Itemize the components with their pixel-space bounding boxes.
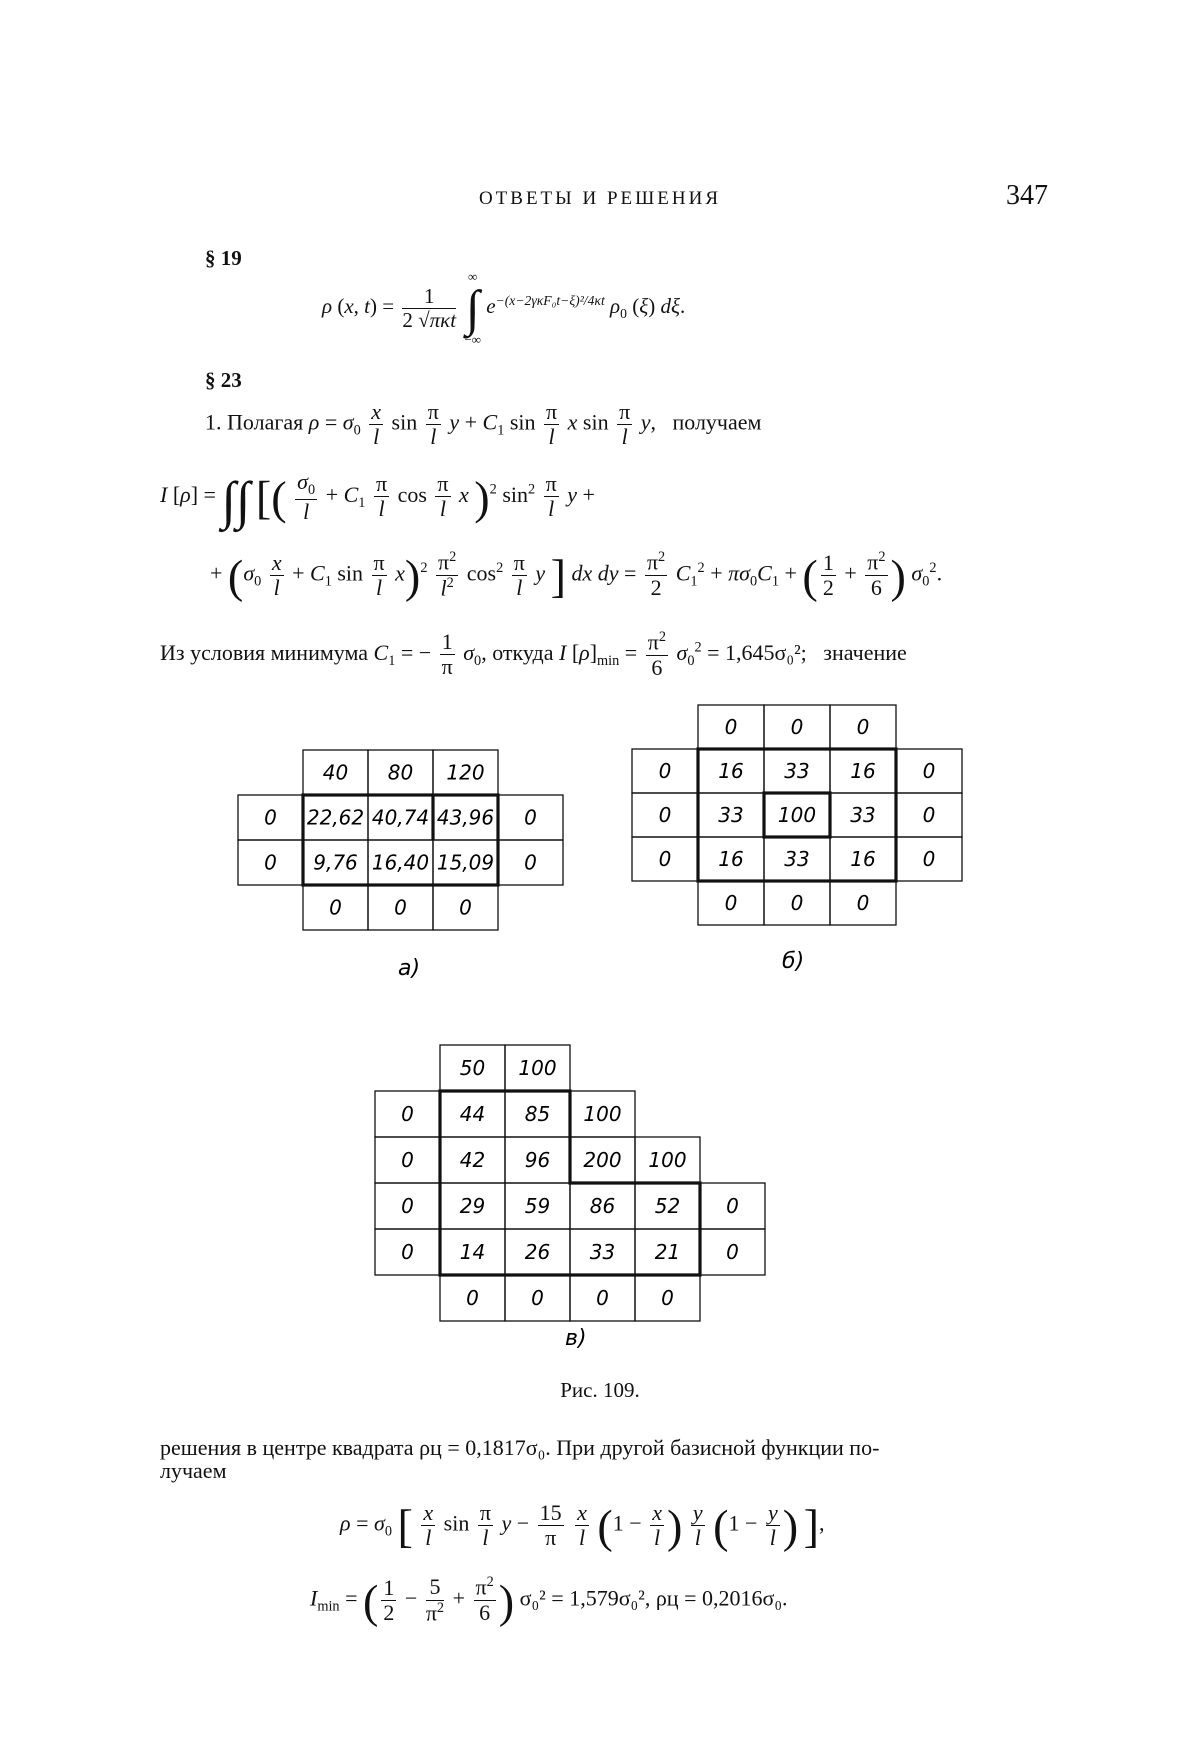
grid-a-cell: 9,76 (313, 850, 358, 875)
section-19-heading: § 19 (205, 246, 242, 270)
label-b: б) (782, 949, 805, 974)
final-values-text: σ₀² = 1,579σ₀², ρц = 0,2016σ₀. (519, 1585, 788, 1611)
grid-a-cell: 22,62 (306, 805, 365, 830)
grid-c-cell: 59 (524, 1194, 551, 1218)
grid-c-cell: 96 (524, 1148, 551, 1172)
grid-c-cell: 21 (654, 1240, 681, 1264)
item1-start-text: 1. Полагая (205, 409, 304, 435)
grid-b-cell: 0 (922, 759, 936, 783)
grid-c-cell: 33 (589, 1240, 616, 1264)
grid-c-cell: 0 (596, 1286, 609, 1310)
grid-b-cell: 16 (718, 759, 744, 783)
grid-c-cell: 26 (524, 1240, 551, 1264)
grid-a-cell: 0 (329, 895, 342, 920)
grid-c-cell: 0 (726, 1240, 739, 1264)
grid-b-cell: 0 (790, 891, 804, 915)
grid-c-cell: 0 (401, 1194, 414, 1218)
grid-b-cell: 33 (718, 803, 744, 827)
grid-c-cell: 50 (459, 1056, 486, 1080)
grid-a-cell: 40,74 (371, 805, 430, 830)
grid-a-cell: 0 (459, 895, 472, 920)
grid-c-cell: 86 (589, 1194, 616, 1218)
grid-a-cell: 15,09 (436, 850, 495, 875)
grid-c-cell: 0 (531, 1286, 544, 1310)
grid-b-cell: 16 (850, 759, 876, 783)
grid-b-cell: 0 (922, 847, 936, 871)
imin-formula: $I_{min}$ = ( $\frac{1}{2}$ − $\frac{5}{\pi^2}$ + $\frac{\pi^2}{6}$ ) σ₀² = 1,579σ₀², ρц = 0,2016σ₀. (310, 1574, 788, 1627)
grid-a-cell: 0 (264, 805, 277, 830)
grid-b-cell: 16 (718, 847, 744, 871)
grid-c-cell: 0 (401, 1240, 414, 1264)
page-number: 347 (1006, 180, 1048, 211)
grid-b-cell: 0 (724, 715, 738, 739)
minimum-mid-text: откуда (492, 640, 554, 666)
formula-19: ρ (x, t) = $\frac{1}{\text{2 √πκt}}$ ∞ ∫ −∞ $e^{-(x-2\gamma\kappa F_0t-\xi)^2/4\kappa t}$ $\rho_0$ (ξ) dξ. (322, 269, 686, 348)
grid-b-cell: 33 (850, 803, 876, 827)
grid-a-cell: 16,40 (371, 850, 430, 875)
grid-c-cell: 44 (459, 1102, 486, 1126)
grid-a-cell: 40 (322, 760, 349, 785)
grid-c-cell: 0 (401, 1148, 414, 1172)
grid-a-cell: 43,96 (436, 805, 495, 830)
functional-line2: + ($\sigma_0$ $\frac{x}{l}$ + $C_1$ sin $\frac{\pi}{l}$ x)$^2$ $\frac{\pi^2}{l^2}$ $\cos^2$ $\frac{\pi}{l}$ y ] dx dy = $\frac{\pi^2}{2}$ $C_1^2 + \pi\sigma_0C_1$ + ( $\frac{1}{2}$ + $\frac{\pi^2}{6}$ ) $\sigma_0^2$. (210, 549, 943, 602)
grid-a-cell: 80 (387, 760, 414, 785)
grid-c-cell: 0 (661, 1286, 674, 1310)
grid-b-cell: 0 (724, 891, 738, 915)
label-a: а) (398, 956, 421, 981)
grid-b-cell: 0 (658, 803, 672, 827)
grid-b-cell: 0 (856, 891, 870, 915)
section-23-heading: § 23 (205, 368, 242, 392)
rho-formula: $\rho = \sigma_0$ [ $\frac{x}{l}$ sin $\frac{\pi}{l}$ y − $\frac{15}{\pi}$ $\frac{x}{l}$ (1 − $\frac{x}{l}$ ) $\frac{y}{l}$ (1 − $\frac{y}{l}$ ) ], (340, 1499, 825, 1552)
grid-c-cell: 100 (648, 1148, 687, 1172)
functional-line1: I [ρ] = ∫∫ [( $\frac{\sigma_0}{l}$ + $C_1$ $\frac{\pi}{l}$ cos $\frac{\pi}{l}$ x )$^2$ $\sin^2$ $\frac{\pi}{l}$ y + (160, 469, 595, 530)
solution-line-1: решения в центре квадрата ρц = 0,1817σ₀. При другой базисной функции по- (160, 1435, 880, 1460)
item1-line: 1. Полагая $\rho = \sigma_0$ $\frac{x}{l}$ sin $\frac{\pi}{l}$ $y + C_1$ sin $\frac{\pi}{l}$ x sin $\frac{\pi}{l}$ y, получаем (205, 399, 762, 450)
grid-c-cell: 85 (524, 1102, 551, 1126)
grid-b-cell: 0 (856, 715, 870, 739)
grid-c-cell: 14 (459, 1240, 486, 1264)
minimum-value-text: = 1,645σ₀²; (707, 640, 807, 666)
grid-c-cell: 29 (459, 1194, 486, 1218)
grid-a (238, 750, 563, 930)
minimum-line: Из условия минимума $C_1$ = − $\frac{1}{\pi}$ $\sigma_0$, откуда I $[\rho]_{min}$ = $\frac{\pi^2}{6}$ $\sigma_0^2 = 1,645\sigma_0^2$; значение (160, 629, 907, 680)
grid-b-cell: 0 (658, 759, 672, 783)
grid-c-cell: 52 (654, 1194, 681, 1218)
item1-end-text: получаем (672, 409, 762, 435)
grid-b-cell: 33 (784, 759, 810, 783)
grid-a-cell: 120 (446, 760, 485, 785)
grid-a-cell: 0 (394, 895, 407, 920)
minimum-prefix-text: Из условия минимума (160, 640, 369, 666)
grid-b (632, 705, 962, 925)
minimum-suffix-text: значение (823, 640, 907, 666)
grid-a-cell: 0 (264, 850, 277, 875)
grid-b-cell: 16 (850, 847, 876, 871)
grid-c-cell: 100 (518, 1056, 557, 1080)
grid-b-cell: 100 (777, 803, 817, 827)
running-title: ОТВЕТЫ И РЕШЕНИЯ (478, 188, 722, 209)
grid-c (375, 1045, 765, 1321)
grid-c-cell: 0 (466, 1286, 479, 1310)
grid-c-cell: 42 (459, 1148, 486, 1172)
label-c: в) (565, 1326, 587, 1351)
grid-b-cell: 0 (658, 847, 672, 871)
grid-b-cell: 0 (790, 715, 804, 739)
grid-b-cell: 0 (922, 803, 936, 827)
grid-c-cell: 100 (583, 1102, 622, 1126)
solution-line-2: лучаем (160, 1458, 227, 1483)
grid-a-cell: 0 (524, 850, 537, 875)
figure-caption: Рис. 109. (560, 1378, 640, 1402)
grid-a-cell: 0 (524, 805, 537, 830)
grid-c-cell: 200 (583, 1148, 622, 1172)
grid-c-cell: 0 (726, 1194, 739, 1218)
grid-c-cell: 0 (401, 1102, 414, 1126)
grid-b-cell: 33 (784, 847, 810, 871)
